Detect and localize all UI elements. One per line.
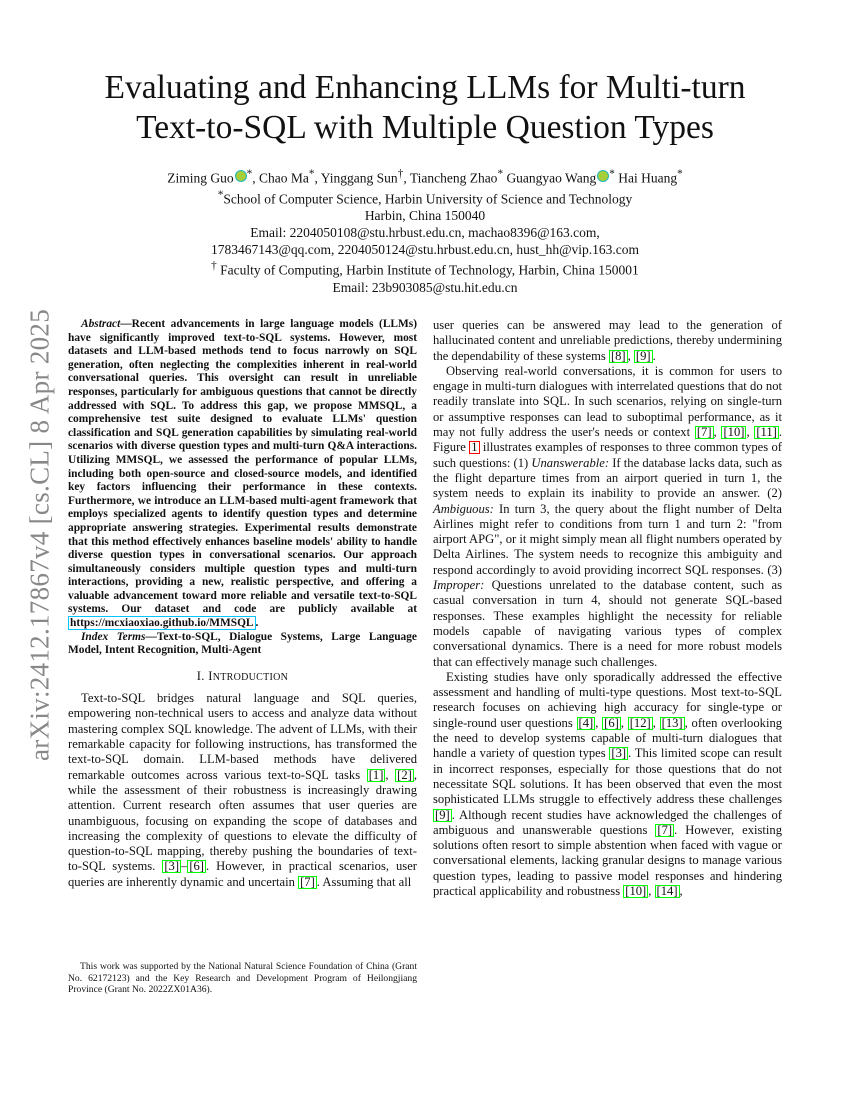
citation-link[interactable]: [7] bbox=[696, 425, 712, 440]
right-paragraph-1: user queries can be answered may lead to the generation of hallucinated content and unreliable predictions, thereby undermining the dependability of these systems [8] , [9] . bbox=[433, 318, 782, 363]
index-terms: Index Terms—Text-to-SQL, Dialogue Systems, Large Language Model, Intent Recognition, Multi-Agent bbox=[68, 630, 417, 657]
citation-link[interactable]: [1] bbox=[368, 767, 384, 782]
right-paragraph-2: Observing real-world conversations, it is common for users to engage in multi-turn dialogues with interrelated questions that do not readily translate into SQL. In such scenarios, relying on single-turn or assumptive responses can lead to suboptimal performance, as it may not fully address the user's needs or context [7] , [10] , [11] . Figure 1 illustrates examples of responses to three common types of such questions: (1) Unanswerable: If the database lacks data, such as the flight departure times from an airport queried in turn 1, the system needs to explain its inability to provide an answer. (2) Ambiguous: In turn 3, the query about the flight number of Delta Airlines might refer to conditions from turn 1 and turn 2: "from airport APG", or it might simply mean all flight numbers operated by Delta Airlines. The system needs to recognize this ambiguity and respond accordingly to avoid providing incorrect SQL responses. (3) Improper: Questions unrelated to the database content, such as casual conversation in turn 4, should not generate SQL-based responses. These examples highlight the necessity for reliable models capable of navigating various types of complex conversational dynamics. There is a need for more robust models that can effectively manage such challenges. bbox=[433, 363, 783, 669]
citation-link[interactable]: [10] bbox=[723, 425, 745, 440]
affiliation-1-city: Harbin, China 150040 bbox=[364, 208, 486, 223]
author-names: Ziming Guo *, Chao Ma*, Yinggang Sun†, Tiancheng Zhao* Guangyao Wang * Hai Huang* bbox=[167, 168, 683, 186]
dataset-link[interactable]: https://mcxiaoxiao.github.io/MMSQL bbox=[70, 617, 254, 630]
arxiv-id: arXiv:2412.17867v4 [cs.CL] 8 Apr 2025 bbox=[24, 308, 55, 762]
affiliation-1: *School of Computer Science, Harbin University of Science and Technology bbox=[217, 188, 633, 206]
right-paragraph-3: Existing studies have only sporadically addressed the effective assessment and handling of multi-type questions. Most text-to-SQL research focuses on achieving high accuracy for single-type or single-round user questions [4] , [6] , [12] , [13] , often overlooking the need to develop systems capable of multi-turn dialogues that handle a variety of question types [3] . This limited scope can result in incorrect responses, especially for those questions that do not necessitate SQL solutions. It has been observed that even the most sophisticated LLMs struggle to effectively address these challenges [9] . Although recent studies have acknowledged the challenges of ambiguous and unanswerable questions [7] . However, existing solutions often resort to simple abstention when faced with vague or conversational elements, lacking granular designs to manage various question types, leading to passive model responses and hindering practical applicability and robustness [10] , [14] , bbox=[433, 669, 783, 898]
citation-link[interactable]: [3] bbox=[611, 746, 627, 761]
citation-link[interactable]: [9] bbox=[635, 348, 651, 363]
arxiv-sidebar bbox=[20, 290, 60, 780]
funding-footnote: This work was supported by the National Natural Science Foundation of China (Grant No. 62172123) and the Key Research and Development Program of Heilongjiang Province (Grant No. 2022ZX01A36). bbox=[68, 961, 417, 995]
citation-link[interactable]: [14] bbox=[656, 883, 678, 898]
citation-link[interactable]: [12] bbox=[629, 715, 651, 730]
citation-link[interactable]: [7] bbox=[657, 822, 673, 837]
citation-link[interactable]: [13] bbox=[661, 715, 683, 730]
citation-link[interactable]: [9] bbox=[435, 807, 450, 822]
left-column bbox=[68, 318, 417, 890]
citation-link[interactable]: [4] bbox=[578, 715, 594, 730]
email-line-3: Email: 23b903085@stu.hit.edu.cn bbox=[332, 279, 518, 295]
paper-title bbox=[60, 68, 790, 148]
citation-link[interactable]: [7] bbox=[300, 874, 315, 889]
citation-link[interactable]: [11] bbox=[756, 425, 777, 440]
right-column bbox=[433, 318, 782, 899]
affiliation-2: † Faculty of Computing, Harbin Institute of Technology, Harbin, China 150001 bbox=[211, 260, 639, 278]
email-line-1: Email: 2204050108@stu.hrbust.edu.cn, machao8396@163.com, bbox=[250, 225, 600, 240]
citation-link[interactable]: [6] bbox=[604, 715, 619, 730]
citation-link[interactable]: [10] bbox=[625, 883, 647, 898]
orcid-icon[interactable] bbox=[597, 170, 609, 182]
citation-link[interactable]: [3] bbox=[164, 859, 180, 874]
author-block bbox=[60, 166, 790, 296]
email-line-2: 1783467143@qq.com, 2204050124@stu.hrbust.edu.cn, hust_hh@vip.163.com bbox=[210, 242, 640, 257]
citation-link[interactable]: [6] bbox=[189, 859, 204, 874]
orcid-icon[interactable] bbox=[235, 170, 247, 182]
abstract: Abstract—Recent advancements in large language models (LLMs) have significantly improved text-to-SQL systems. However, most datasets and LLM-based methods tend to focus narrowly on SQL generation, often neglecting the complexities inherent in real-world conversational queries. This oversight can result in unreliable responses, particularly for ambiguous questions that cannot be directly addressed with SQL. To address this gap, we propose MMSQL, a comprehensive test suite designed to evaluate LLMs' question classification and SQL generation capabilities by simulating real-world scenarios with diverse question types and multi-turn Q&A interactions. Utilizing MMSQL, we assessed the performance of popular LLMs, including both open-source and closed-source models, and identified key factors influencing their performance in these contexts. Furthermore, we introduce an LLM-based multi-agent framework that employs specialized agents to identify question types and determine appropriate answering strategies. Experimental results demonstrate that this method effectively enhances baseline models' ability to handle diverse question types in conversational scenarios. Our approach simultaneously considers multiple question types and multi-turn interactions, providing a new, realistic perspective, and offering a valuable advancement toward more reliable and versatile text-to-SQL systems. Our dataset and code are publicly available at https://mcxiaoxiao.github.io/MMSQL . bbox=[68, 318, 417, 630]
intro-paragraph-1: Text-to-SQL bridges natural language and SQL queries, empowering non-technical users to access and analyze data without mastering complex SQL knowledge. The advent of LLMs, with their remarkable capacity for following instructions, has transformed the text-to-SQL domain. LLM-based methods have delivered remarkable outcomes across various text-to-SQL tasks [1] , [2] , while the assessment of their robustness is increasingly drawing attention. Current research often assumes that user queries are unambiguous, focusing on expanding the scope of databases and increasing the complexity of questions to elevate the difficulty of question-to-SQL mapping, thereby pushing the boundaries of text-to-SQL systems. [3] – [6] . However, in practical scenarios, user queries are inherently dynamic and uncertain [7] . Assuming that all bbox=[68, 691, 417, 889]
citation-link[interactable]: [8] bbox=[610, 348, 626, 363]
figure-link[interactable]: 1 bbox=[471, 440, 478, 455]
title-line-1: Evaluating and Enhancing LLMs for Multi-turn bbox=[104, 69, 746, 106]
title-line-2: Text-to-SQL with Multiple Question Types bbox=[136, 109, 714, 146]
section-heading-introduction: I. INTRODUCTION bbox=[196, 668, 289, 683]
citation-link[interactable]: [2] bbox=[397, 767, 412, 782]
